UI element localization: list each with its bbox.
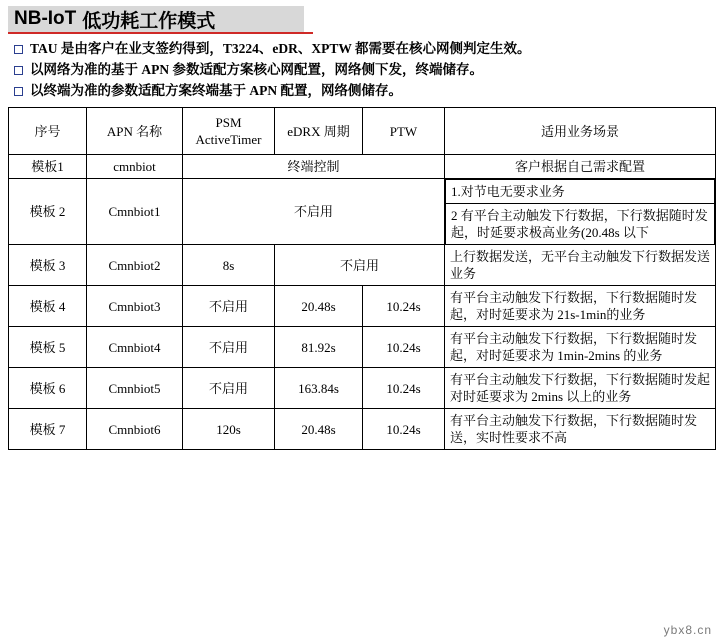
table-row — [9, 327, 716, 368]
page-title-cn: 低功耗工作模式 — [82, 10, 216, 32]
bullet-text: 以终端为准的参数适配方案终端基于 APN 配置，网络侧储存。 — [30, 83, 402, 98]
square-bullet-icon — [14, 45, 23, 54]
cell-scene: 客户根据自己需求配置 — [445, 155, 716, 179]
table-row — [9, 286, 716, 327]
cell-index: 模板 3 — [9, 245, 87, 286]
table-row — [9, 179, 716, 245]
bullet-item — [14, 62, 724, 78]
cell-ptw: 10.24s — [363, 327, 445, 368]
table-row — [9, 409, 716, 450]
col-header-psm — [183, 108, 275, 155]
cell-merged-edrx-ptw: 不启用 — [275, 245, 445, 286]
page-title-en: NB-IoT — [14, 8, 77, 29]
cell-scene: 有平台主动触发下行数据，下行数据随时发起，对时延要求为 1min-2mins 的业务 — [445, 327, 716, 368]
cell-psm: 8s — [183, 245, 275, 286]
cell-edrx: 81.92s — [275, 327, 363, 368]
table-body — [9, 155, 716, 450]
table-row — [9, 368, 716, 409]
col-header-edrx: eDRX 周期 — [275, 108, 363, 155]
page-title — [8, 6, 304, 32]
cell-index: 模板 7 — [9, 409, 87, 450]
cell-scene: 有平台主动触发下行数据，下行数据随时发起对时延要求为 2mins 以上的业务 — [445, 368, 716, 409]
cell-apn: Cmnbiot5 — [87, 368, 183, 409]
scene-sublist — [445, 179, 715, 244]
cell-merged-disabled: 不启用 — [183, 179, 445, 245]
cell-ptw: 10.24s — [363, 286, 445, 327]
watermark: ybx8.cn — [663, 623, 712, 637]
cell-index: 模板 2 — [9, 179, 87, 245]
bullet-text: 以网络为准的基于 APN 参数适配方案核心网配置，网络侧下发，终端储存。 — [30, 62, 483, 77]
cell-index: 模板 5 — [9, 327, 87, 368]
cell-apn: Cmnbiot2 — [87, 245, 183, 286]
scene-subtext: 2 有平台主动触发下行数据，下行数据随时发起，时延要求极高业务(20.48s 以下 — [446, 204, 715, 245]
square-bullet-icon — [14, 66, 23, 75]
cell-psm: 不启用 — [183, 286, 275, 327]
square-bullet-icon — [14, 87, 23, 96]
cell-scene: 有平台主动触发下行数据，下行数据随时发起，对时延要求为 21s-1min的业务 — [445, 286, 716, 327]
table-row — [9, 155, 716, 179]
bullet-item — [14, 41, 724, 57]
col-header-psm-line2: ActiveTimer — [195, 132, 262, 147]
col-header-apn: APN 名称 — [87, 108, 183, 155]
cell-scene: 有平台主动触发下行数据，下行数据随时发送，实时性要求不高 — [445, 409, 716, 450]
cell-edrx: 163.84s — [275, 368, 363, 409]
table-header — [9, 108, 716, 155]
cell-apn: Cmnbiot6 — [87, 409, 183, 450]
col-header-scene: 适用业务场景 — [445, 108, 716, 155]
bullet-text: TAU 是由客户在业支签约得到，T3224、eDR、XPTW 都需要在核心网侧判定生效。 — [30, 41, 531, 56]
cell-merged-terminal-control: 终端控制 — [183, 155, 445, 179]
cell-ptw: 10.24s — [363, 409, 445, 450]
scene-subtext: 1.对节电无要求业务 — [446, 180, 715, 204]
document-page — [0, 6, 724, 643]
bullet-list — [14, 41, 724, 99]
cell-edrx: 20.48s — [275, 409, 363, 450]
col-header-psm-line1: PSM — [215, 115, 242, 130]
scene-subrow — [446, 180, 715, 204]
cell-psm: 不启用 — [183, 327, 275, 368]
col-header-ptw: PTW — [363, 108, 445, 155]
cell-scene-group — [445, 179, 716, 245]
cell-apn: Cmnbiot1 — [87, 179, 183, 245]
cell-apn: Cmnbiot4 — [87, 327, 183, 368]
cell-psm: 120s — [183, 409, 275, 450]
cell-index: 模板 4 — [9, 286, 87, 327]
table-header-row — [9, 108, 716, 155]
cell-index: 模板 6 — [9, 368, 87, 409]
cell-apn: cmnbiot — [87, 155, 183, 179]
cell-psm: 不启用 — [183, 368, 275, 409]
bullet-item — [14, 83, 724, 99]
apn-parameter-table — [8, 107, 716, 450]
cell-scene: 上行数据发送，无平台主动触发下行数据发送业务 — [445, 245, 716, 286]
cell-ptw: 10.24s — [363, 368, 445, 409]
cell-apn: Cmnbiot3 — [87, 286, 183, 327]
col-header-index: 序号 — [9, 108, 87, 155]
cell-edrx: 20.48s — [275, 286, 363, 327]
cell-index: 模板1 — [9, 155, 87, 179]
scene-subrow — [446, 204, 715, 245]
table-row — [9, 245, 716, 286]
